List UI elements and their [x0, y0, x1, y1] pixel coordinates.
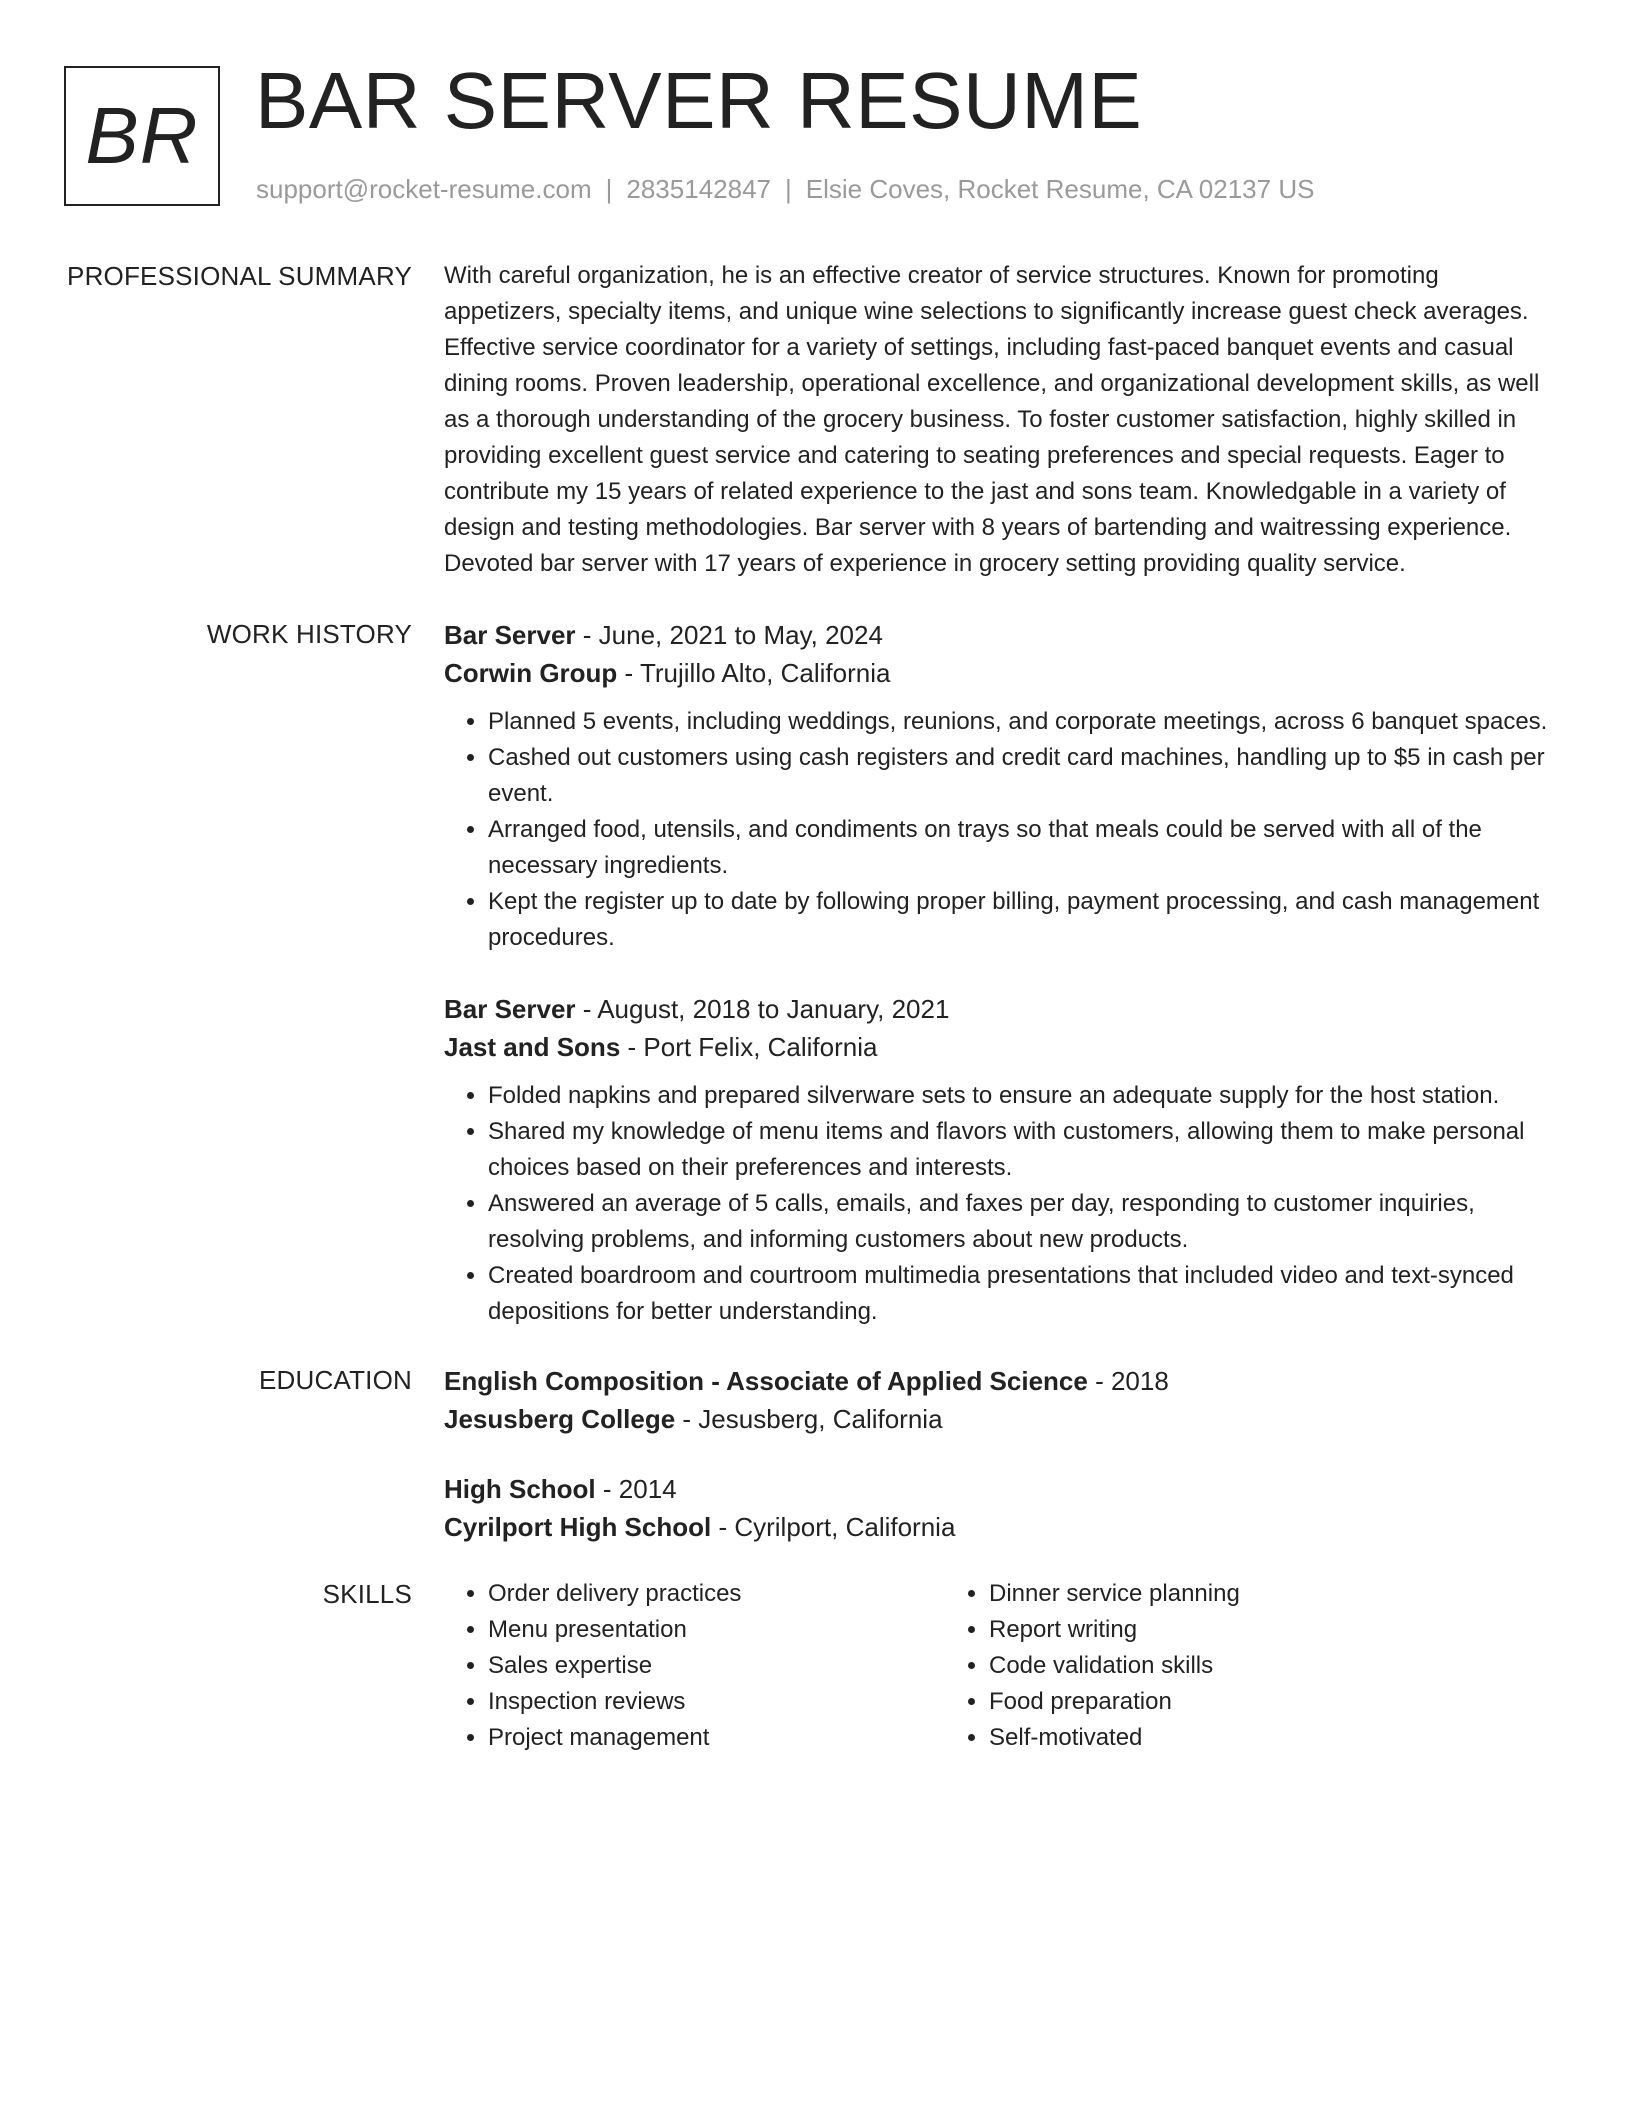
summary-text: With careful organization, he is an effective creator of service structures. Known for promoting appetizers, specialty items, and unique wine selections to significantly increase guest check averages. Effective service coordinator for a variety of settings, including fast-paced banquet events and casual dining rooms. Proven leadership, operational excellence, and organizational development skills, as well as a thorough understanding of the grocery business. To foster customer satisfaction, highly skilled in providing excellent guest service and catering to seating preferences and special requests. Eager to contribute my 15 years of related experience to the jast and sons team. Knowledgable in a variety of design and testing methodologies. Bar server with 8 years of bartending and waitressing experience. Devoted bar server with 17 years of experience in grocery setting providing quality service. — [444, 262, 1540, 577]
job-location: - Trujillo Alto, California — [617, 658, 891, 688]
education-entry — [444, 1470, 1550, 1546]
job-bullets — [444, 704, 1550, 956]
skill-item: • Dinner service planning — [989, 1576, 1505, 1612]
job-bullet: • Answered an average of 5 calls, emails, and faxes per day, responding to customer inquiries, resolving problems, and informing customers about new products. — [488, 1186, 1550, 1258]
job-entry — [444, 616, 1550, 956]
job-dates: - June, 2021 to May, 2024 — [575, 620, 883, 650]
skills-section — [0, 1576, 1632, 1756]
contact-email[interactable]: support@rocket-resume.com — [256, 174, 592, 204]
contact-phone[interactable]: 2835142847 — [626, 174, 771, 204]
job-entry — [444, 990, 1550, 1330]
contact-separator: | — [785, 174, 792, 204]
job-bullet: • Kept the register up to date by following proper billing, payment processing, and cash management procedures. — [488, 884, 1550, 956]
education-school-line — [444, 1508, 1550, 1546]
education-degree-line — [444, 1470, 1550, 1508]
skills-list-right — [945, 1576, 1505, 1756]
job-company: Corwin Group — [444, 658, 618, 688]
skill-item: • Project management — [488, 1720, 945, 1756]
education-section — [0, 1362, 1632, 1546]
job-bullets — [444, 1078, 1550, 1330]
job-title: Bar Server — [444, 994, 576, 1024]
job-location: - Port Felix, California — [620, 1032, 878, 1062]
education-school: Jesusberg College — [444, 1404, 676, 1434]
job-dates: - August, 2018 to January, 2021 — [575, 994, 950, 1024]
job-title: Bar Server — [444, 620, 576, 650]
monogram-initials: BR — [85, 91, 199, 180]
contact-line — [256, 174, 1314, 204]
education-location: - Jesusberg, California — [675, 1404, 943, 1434]
job-title-line — [444, 616, 1550, 654]
skill-item: • Inspection reviews — [488, 1684, 945, 1720]
job-bullet: • Shared my knowledge of menu items and flavors with customers, allowing them to make personal choices based on their preferences and interests. — [488, 1114, 1550, 1186]
education-degree-line — [444, 1362, 1550, 1400]
section-label-work-history: WORK HISTORY — [206, 619, 412, 649]
job-bullet: • Arranged food, utensils, and condiments on trays so that meals could be served with all of the necessary ingredients. — [488, 812, 1550, 884]
education-year: - 2014 — [595, 1474, 677, 1504]
education-location: - Cyrilport, California — [711, 1512, 956, 1542]
skill-item: • Menu presentation — [488, 1612, 945, 1648]
skill-item: • Self-motivated — [989, 1720, 1505, 1756]
education-school-line — [444, 1400, 1550, 1438]
section-label-skills: SKILLS — [322, 1579, 412, 1609]
job-bullet: • Planned 5 events, including weddings, reunions, and corporate meetings, across 6 banquet spaces. — [488, 704, 1550, 740]
monogram-box — [64, 66, 220, 206]
skill-item: • Order delivery practices — [488, 1576, 945, 1612]
education-school: Cyrilport High School — [444, 1512, 712, 1542]
skill-item: • Code validation skills — [989, 1648, 1505, 1684]
skill-item: • Report writing — [989, 1612, 1505, 1648]
skills-list-left — [444, 1576, 945, 1756]
job-bullet: • Created boardroom and courtroom multimedia presentations that included video and text-synced depositions for better understanding. — [488, 1258, 1550, 1330]
skills-columns — [444, 1576, 1550, 1756]
skill-item: • Food preparation — [989, 1684, 1505, 1720]
section-label-education: EDUCATION — [259, 1365, 412, 1395]
job-bullet: • Folded napkins and prepared silverware sets to ensure an adequate supply for the host station. — [488, 1078, 1550, 1114]
summary-section — [0, 258, 1632, 582]
resume-title: BAR SERVER RESUME — [255, 56, 1143, 145]
work-history-section — [0, 616, 1632, 1330]
job-company-line — [444, 654, 1550, 692]
skill-item: • Sales expertise — [488, 1648, 945, 1684]
job-bullet: • Cashed out customers using cash registers and credit card machines, handling up to $5 in cash per event. — [488, 740, 1550, 812]
job-title-line — [444, 990, 1550, 1028]
contact-separator: | — [605, 174, 613, 204]
contact-address: Elsie Coves, Rocket Resume, CA 02137 US — [805, 174, 1315, 204]
job-company-line — [444, 1028, 1550, 1066]
education-degree: English Composition - Associate of Applied Science — [444, 1366, 1088, 1396]
education-entry — [444, 1362, 1550, 1438]
education-degree: High School — [444, 1474, 596, 1504]
education-year: - 2018 — [1087, 1366, 1169, 1396]
section-label-summary: PROFESSIONAL SUMMARY — [67, 261, 412, 291]
resume-content — [0, 258, 1632, 1756]
job-company: Jast and Sons — [444, 1032, 621, 1062]
